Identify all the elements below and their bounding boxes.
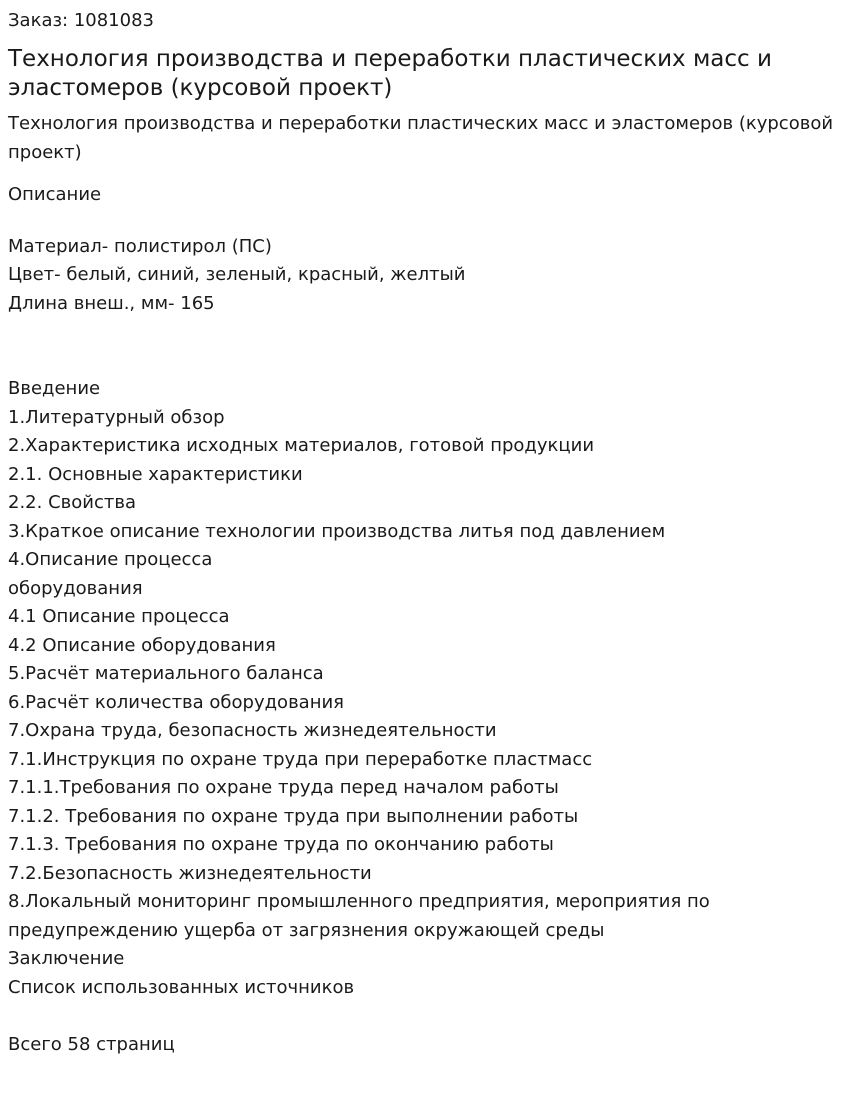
toc-item: Введение <box>8 378 101 399</box>
table-of-contents <box>8 375 839 1002</box>
toc-item: 3.Краткое описание технологии производства литья под давлением <box>8 520 666 542</box>
description-heading: Описание <box>8 184 102 205</box>
blank-line <box>8 1002 839 1031</box>
toc-item: 1.Литературный обзор <box>8 406 225 428</box>
toc-item: 6.Расчёт количества оборудования <box>8 691 345 713</box>
toc-item: Список использованных источников <box>8 976 355 998</box>
page-title: Технология производства и переработки пластических масс и эластомеров (курсовой проект) <box>8 46 772 101</box>
toc-item: оборудования <box>8 577 143 599</box>
toc-item: Заключение <box>8 948 125 969</box>
toc-item: 7.1.3. Требования по охране труда по окончанию работы <box>8 834 554 855</box>
parameter-material: Материал- полистирол (ПС) <box>8 235 272 257</box>
toc-item: 7.2.Безопасность жизнедеятельности <box>8 862 372 884</box>
page-count: Всего 58 страниц <box>8 1033 175 1055</box>
parameter-length: Длина внеш., мм- 165 <box>8 292 215 314</box>
toc-item: 7.1.1.Требования по охране труда перед началом работы <box>8 777 559 798</box>
parameters-list <box>8 233 839 319</box>
toc-item: 7.1.2. Требования по охране труда при выполнении работы <box>8 805 579 827</box>
toc-item: 2.2. Свойства <box>8 492 136 513</box>
toc-item: 7.1.Инструкция по охране труда при переработке пластмасс <box>8 748 593 770</box>
toc-item: 2.1. Основные характеристики <box>8 463 303 485</box>
toc-item: 4.Описание процесса <box>8 549 213 570</box>
toc-item: 7.Охрана труда, безопасность жизнедеятельности <box>8 720 497 741</box>
toc-item: 4.1 Описание процесса <box>8 606 230 627</box>
parameter-color: Цвет- белый, синий, зеленый, красный, желтый <box>8 264 466 285</box>
toc-item: 4.2 Описание оборудования <box>8 634 276 656</box>
page-subtitle: Технология производства и переработки пластических масс и эластомеров (курсовой проект) <box>8 113 834 163</box>
toc-item: 5.Расчёт материального баланса <box>8 663 324 684</box>
order-number: Заказ: 1081083 <box>8 10 154 31</box>
toc-item: 2.Характеристика исходных материалов, готовой продукции <box>8 435 595 456</box>
toc-item: 8.Локальный мониторинг промышленного предприятия, мероприятия по предупреждению ущерба от загрязнения окружающей среды <box>8 891 710 941</box>
